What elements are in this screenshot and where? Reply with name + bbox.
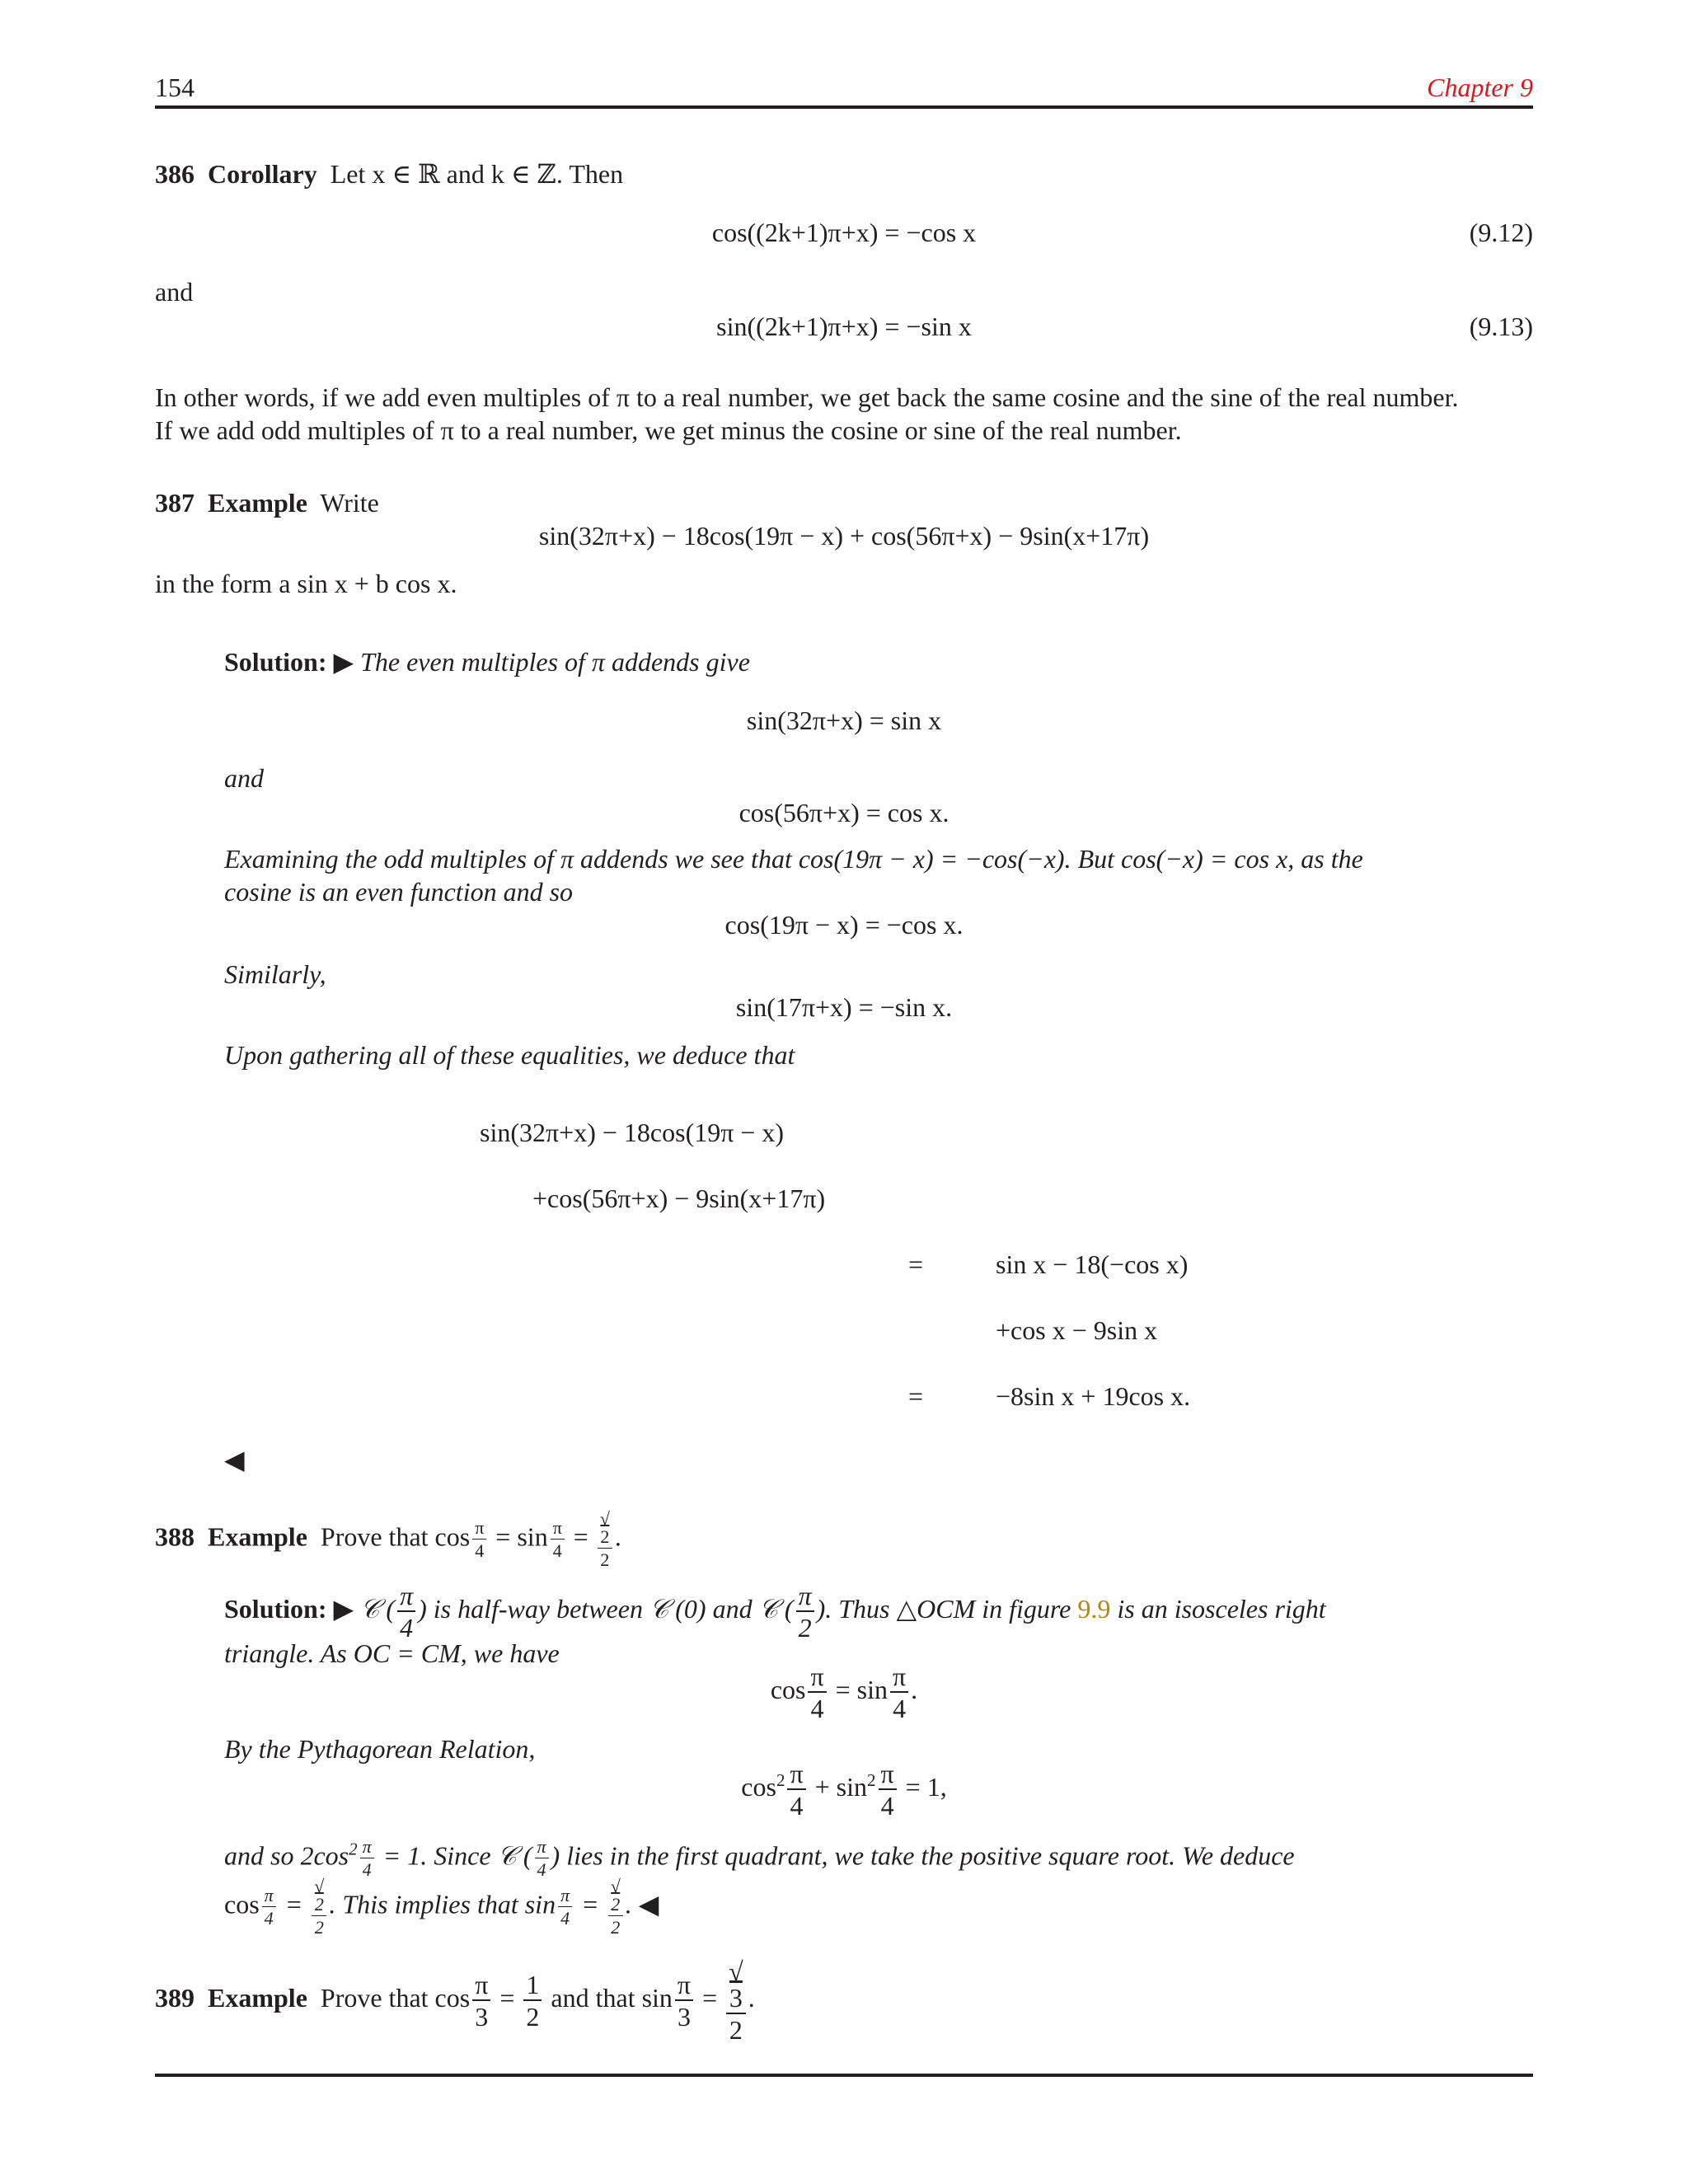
triangle-left-icon: ◀ [224, 1445, 245, 1474]
equation-9-13: sin((2k+1)π+x) = −sin x [716, 312, 972, 341]
gathered-lhs-line1: sin(32π+x) − 18cos(19π − x) [480, 1118, 785, 1147]
connector-text: and [224, 763, 264, 793]
footer-rule [155, 2074, 1533, 2077]
solution-text: Examining the odd multiples of π addends we see that cos(19π − x) = −cos(−x). But cos(−x) = cos x, as the [224, 844, 1363, 874]
solution-text: Similarly, [224, 959, 326, 989]
equation-pythagorean: $\cos^2$ $\frac{\pi}{4}$ + $\sin^2$ $\frac{\pi}{4}$ = 1, [741, 1759, 947, 1821]
solution-line: Solution: ▶ The even multiples of π addends give [224, 647, 750, 677]
equation-tag: (9.12) [1469, 218, 1533, 247]
fraction-sqrt2-over-2: √ 2 2 [598, 1510, 612, 1569]
fraction-pi-over-4: $\frac{\pi}{4}$ [472, 1519, 486, 1560]
gathered-rhs-line2: +cos x − 9sin x [996, 1315, 1158, 1345]
connector-text: and [155, 277, 194, 307]
solution-text: Upon gathering all of these equalities, we deduce that [224, 1040, 795, 1070]
figure-link[interactable]: 9.9 [1077, 1593, 1111, 1624]
equation-cos-equals-sin: cos $\frac{\pi}{4}$ = sin $\frac{\pi}{4}$ . [770, 1661, 918, 1723]
paragraph-line: If we add odd multiples of π to a real number, we get minus the cosine or sine of the real number. [155, 415, 1182, 445]
example-387-expression: sin(32π+x) − 18cos(19π − x) + cos(56π+x) − 9sin(x+17π) [538, 521, 1150, 551]
triangle-right-icon: ▶ [333, 647, 354, 677]
example-387-form: in the form a sin x + b cos x. [155, 569, 457, 598]
solution-line: Solution: ▶ 𝒞 ( $\frac{\pi}{4}$ ) is half-way between 𝒞 (0) and 𝒞 ( $\frac{\pi}{2}$ ). Thus △OCM in figure 9.9 is an isosceles right [224, 1581, 1326, 1643]
equation: sin(17π+x) = −sin x. [735, 992, 953, 1022]
equation: cos(19π − x) = −cos x. [724, 910, 964, 940]
fraction-sqrt3-over-2: √ 3 2 [726, 1958, 746, 2043]
equation: cos(56π+x) = cos x. [738, 798, 950, 827]
solution-text: cos $\frac{\pi}{4}$ = √ 2 2 . This implies that sin $\frac{\pi}{4}$ = √ 2 2 . ◀ [224, 1876, 659, 1938]
equation: sin(32π+x) = sin x [746, 705, 942, 735]
solution-text: triangle. As OC = CM, we have [224, 1638, 560, 1668]
equation-9-12: cos((2k+1)π+x) = −cos x [711, 218, 977, 247]
fraction-pi-over-2: $\frac{\pi}{2}$ [796, 1582, 814, 1641]
equals-sign: = [908, 1249, 924, 1279]
example-388-heading: 388 Example Prove that cos $\frac{\pi}{4}$ = sin $\frac{\pi}{4}$ = √ 2 2 . [155, 1508, 621, 1570]
equation-tag: (9.13) [1469, 312, 1533, 341]
triangle-right-icon: ▶ [333, 1593, 354, 1624]
gathered-lhs-line2: +cos(56π+x) − 9sin(x+17π) [532, 1183, 826, 1213]
example-389-heading: 389 Example Prove that cos $\frac{\pi}{3}$ = $\frac{1}{2}$ and that sin $\frac{\pi}{3}$ = √ 3 2 . [155, 1957, 755, 2045]
fraction-pi-over-4: $\frac{\pi}{4}$ [397, 1582, 415, 1641]
solution-text: By the Pythagorean Relation, [224, 1734, 536, 1764]
header-rule [155, 105, 1533, 109]
example-387-heading: 387 Example Write [155, 488, 379, 518]
solution-text: cosine is an even function and so [224, 877, 574, 907]
fraction-one-half: $\frac{1}{2}$ [523, 1971, 542, 2030]
paragraph-line: In other words, if we add even multiples of π to a real number, we get back the same cosine and the sine of the real number. [155, 382, 1459, 412]
gathered-rhs-line3: −8sin x + 19cos x. [996, 1381, 1191, 1411]
page-number: 154 [155, 73, 195, 102]
chapter-link[interactable]: Chapter 9 [1427, 73, 1533, 102]
corollary-386-heading: 386 Corollary Let x ∈ ℝ and k ∈ ℤ. Then [155, 159, 624, 189]
solution-text: and so $2\cos^2$ $\frac{\pi}{4}$ = 1. Since 𝒞 ( $\frac{\pi}{4}$ ) lies in the first quadrant, we take the positive square root. We deduce [224, 1836, 1295, 1880]
triangle-left-icon: ◀ [638, 1889, 659, 1919]
gathered-rhs-line1: sin x − 18(−cos x) [996, 1249, 1189, 1279]
equals-sign: = [908, 1381, 924, 1411]
